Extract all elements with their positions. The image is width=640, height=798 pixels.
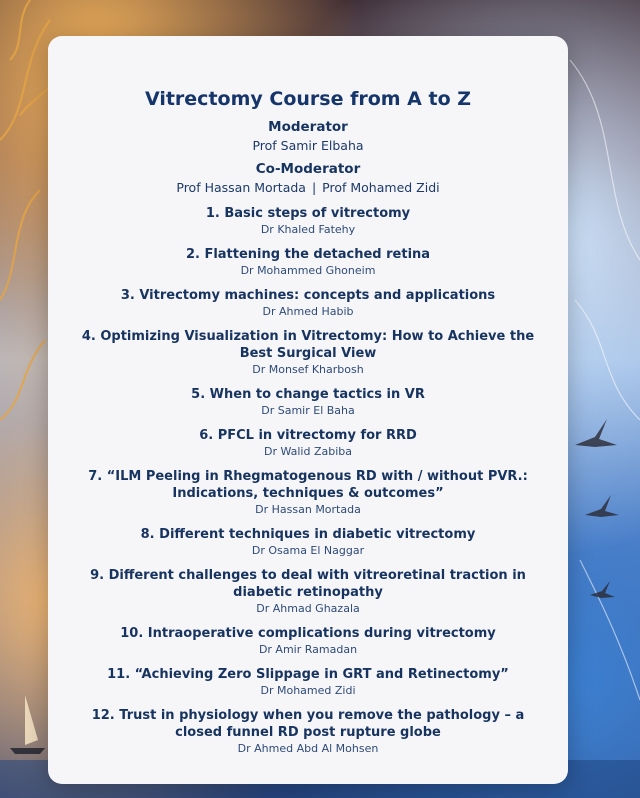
talk-title: 12. Trust in physiology when you remove the pathology – a closed funnel RD post rupture globe [91,708,525,740]
co-moderator-name: Prof Mohamed Zidi [322,180,440,195]
moderator-label: Moderator [268,119,348,135]
talk-title: 9. Different challenges to deal with vitreoretinal traction in diabetic retinopathy [90,568,526,600]
talk-item [48,386,568,418]
talk-item [48,427,568,459]
talk-speaker: Dr Osama El Naggar [251,544,365,557]
talk-speaker: Dr Mohamed Zidi [260,684,356,697]
talk-title: 6. PFCL in vitrectomy for RRD [199,428,417,443]
talk-item [48,567,568,616]
talk-speaker: Dr Walid Zabiba [263,445,353,458]
talk-title: 8. Different techniques in diabetic vitrectomy [140,527,476,542]
talk-speaker: Dr Ahmed Habib [262,305,354,318]
talk-speaker: Dr Ahmad Ghazala [256,602,360,615]
talk-speaker: Dr Hassan Mortada [255,503,361,516]
talk-title: 5. When to change tactics in VR [191,387,425,402]
talk-title: 2. Flattening the detached retina [185,247,431,262]
talk-title: 11. “Achieving Zero Slippage in GRT and Retinectomy” [107,667,509,682]
co-moderator-label: Co-Moderator [255,161,361,177]
talk-item [48,666,568,698]
talk-speaker: Dr Samir El Baha [261,404,355,417]
talk-item [48,205,568,237]
page-title: Vitrectomy Course from A to Z [144,88,472,110]
talk-title: 7. “ILM Peeling in Rhegmatogenous RD with / without PVR.: Indications, techniques & outcomes” [88,469,528,501]
program-content [48,88,568,756]
talk-title: 3. Vitrectomy machines: concepts and applications [120,288,496,303]
talk-item [48,526,568,558]
talk-item [48,468,568,517]
co-moderator-name: Prof Hassan Mortada [176,180,306,195]
talk-speaker: Dr Ahmed Abd Al Mohsen [237,742,379,755]
talk-item [48,328,568,377]
talk-title: 1. Basic steps of vitrectomy [205,206,411,221]
talk-item [48,287,568,319]
talk-speaker: Dr Amir Ramadan [258,643,358,656]
moderator-name: Prof Samir Elbaha [252,138,364,153]
talk-title: 10. Intraoperative complications during vitrectomy [120,626,496,641]
talk-item [48,707,568,756]
co-moderator-separator: | [311,180,317,195]
talk-speaker: Dr Khaled Fatehy [260,223,356,236]
talk-title: 4. Optimizing Visualization in Vitrectomy: How to Achieve the Best Surgical View [81,329,535,361]
talk-item [48,246,568,278]
talk-speaker: Dr Monsef Kharbosh [252,363,364,376]
talk-speaker: Dr Mohammed Ghoneim [240,264,376,277]
talk-item [48,625,568,657]
co-moderator-names [48,179,568,196]
